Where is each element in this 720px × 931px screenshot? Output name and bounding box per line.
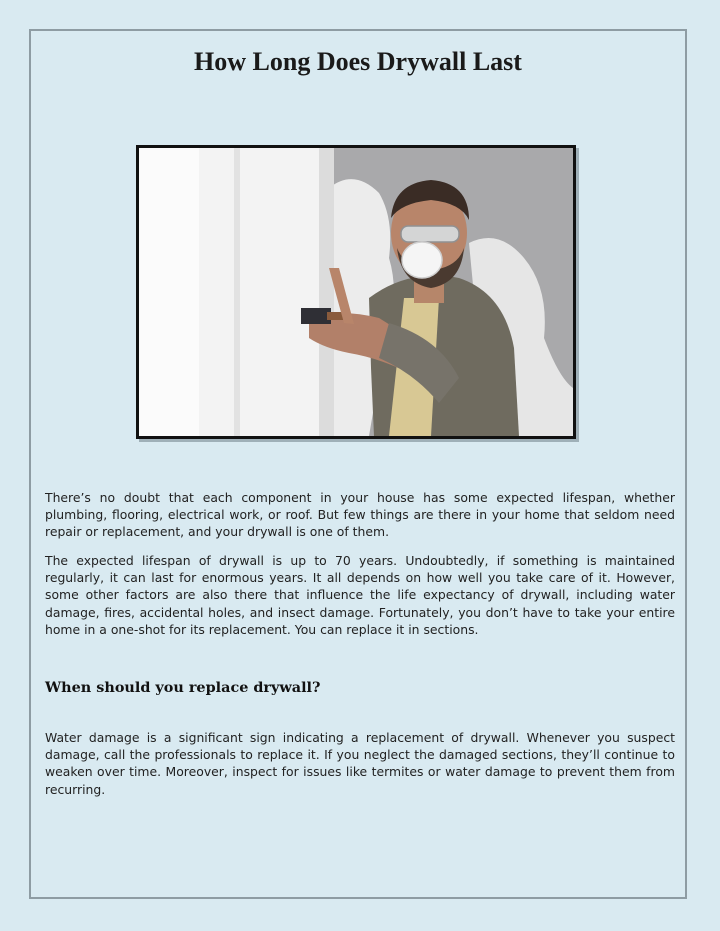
intro-paragraph: There’s no doubt that each component in your house has some expected lifespan, whether plumbing, flooring, electrical work, or roof. But few things are there in your home that seldom need repair or replacement, and your drywall is one of them. [45, 490, 675, 540]
document-title: How Long Does Drywall Last [194, 47, 522, 76]
lifespan-paragraph: The expected lifespan of drywall is up to 70 years. Undoubtedly, if something is maintained regularly, it can last for enormous years. It all depends on how well you take care of it. However, some other factors are also there that influence the life expectancy of drywall, including water damage, fires, accidental holes, and insect damage. Fortunately, you don’t have to take your entire home in a one-shot for its replacement. You can replace it in sections. [45, 553, 675, 637]
section-heading: When should you replace drywall? [45, 679, 321, 696]
document-page [29, 29, 687, 899]
drywall-illustration [139, 148, 573, 436]
section-paragraph: Water damage is a significant sign indicating a replacement of drywall. Whenever you suspect damage, call the professionals to replace it. If you neglect the damaged sections, they’ll continue to weaken over time. Moreover, inspect for issues like termites or water damage to prevent them from recurring. [45, 730, 675, 797]
drywall-photo [136, 145, 576, 439]
